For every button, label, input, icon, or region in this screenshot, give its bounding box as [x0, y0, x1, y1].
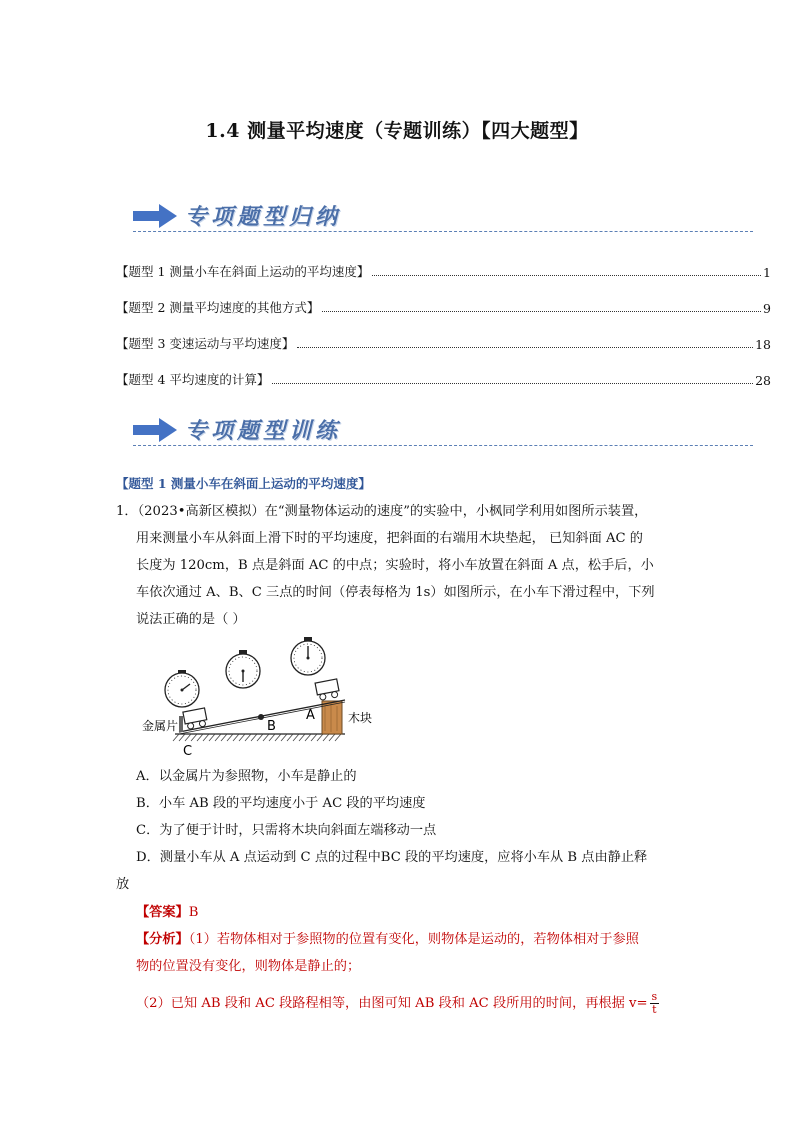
- toc-dot-leader: [322, 311, 761, 312]
- answer-tag: 【答案】: [136, 905, 189, 920]
- question-line: 说法正确的是（ ）: [136, 612, 246, 627]
- fraction-denominator: t: [652, 1003, 657, 1016]
- toc-item[interactable]: [116, 334, 771, 352]
- toc-dot-leader: [372, 275, 761, 276]
- question-line: 1．（2023•高新区模拟）在“测量物体运动的速度”的实验中，小枫同学利用如图所示装置，: [116, 504, 648, 519]
- toc-item-label: 【题型 4 平均速度的计算】: [116, 372, 270, 387]
- banner-divider: [133, 231, 753, 232]
- banner-induction: [133, 200, 753, 232]
- toc-item[interactable]: [116, 298, 771, 316]
- cart-at-c: [183, 708, 208, 730]
- label-wood-block: 木块: [348, 711, 373, 725]
- section-heading: 【题型 1 测量小车在斜面上运动的平均速度】: [116, 476, 371, 491]
- label-metal-plate: 金属片: [142, 719, 179, 733]
- banner-divider: [133, 445, 753, 446]
- banner-induction-text: 专项题型归纳: [185, 205, 342, 230]
- option-d: D．测量小车从 A 点运动到 C 点的过程中BC 段的平均速度，应将小车从 B 点由静止释: [136, 850, 648, 865]
- toc-item[interactable]: [116, 262, 771, 280]
- analysis-line: 物的位置没有变化，则物体是静止的；: [136, 959, 361, 974]
- option-a: A．以金属片为参照物，小车是静止的: [136, 769, 357, 784]
- option-c: C．为了便于计时，只需将木块向斜面左端移动一点: [136, 823, 437, 838]
- ground-hatch: [173, 734, 345, 741]
- toc-item[interactable]: [116, 370, 771, 388]
- metal-plate: [179, 716, 183, 732]
- toc-item-label: 【题型 1 测量小车在斜面上运动的平均速度】: [116, 264, 370, 279]
- arrow-right-icon: [133, 418, 177, 442]
- option-d-continuation: 放: [116, 877, 130, 892]
- option-b: B．小车 AB 段的平均速度小于 AC 段的平均速度: [136, 796, 426, 811]
- stopwatch-icon: [291, 637, 325, 675]
- stopwatch-icon: [226, 650, 260, 688]
- question-line: 车依次通过 A、B、C 三点的时间（停表每格为 1s）如图所示，在小车下滑过程中，下列: [136, 585, 655, 600]
- point-b-marker: [258, 714, 264, 720]
- label-point-c: C: [183, 744, 193, 759]
- toc-item-label: 【题型 3 变速运动与平均速度】: [116, 336, 295, 351]
- fraction-numerator: s: [651, 990, 658, 1003]
- stopwatch-icon: [165, 670, 199, 707]
- analysis-tag: 【分析】: [136, 932, 189, 947]
- answer-value: B: [188, 905, 199, 920]
- banner-training-text: 专项题型训练: [185, 419, 342, 444]
- formula-fraction: [650, 991, 660, 1016]
- banner-training: [133, 414, 753, 446]
- toc-item-page: 28: [755, 373, 771, 388]
- label-point-a: A: [306, 708, 315, 723]
- toc-item-label: 【题型 2 测量平均速度的其他方式】: [116, 300, 320, 315]
- analysis-text: （2）已知 AB 段和 AC 段路程相等，由图可知 AB 段和 AC 段所用的时间，再根据 v=: [136, 996, 648, 1011]
- label-point-b: B: [267, 719, 276, 734]
- page-title: 1.4 测量平均速度（专题训练）【四大题型】: [205, 120, 589, 142]
- arrow-right-icon: [133, 204, 177, 228]
- incline-experiment-figure: [135, 628, 385, 760]
- toc-dot-leader: [272, 383, 753, 384]
- question-line: 长度为 120cm，B 点是斜面 AC 的中点；实验时，将小车放置在斜面 A 点，松手后，小: [136, 558, 654, 573]
- analysis-line: [136, 990, 696, 1017]
- toc-item-page: 18: [755, 337, 771, 352]
- cart-at-a: [315, 679, 340, 701]
- analysis-text: （1）若物体相对于参照物的位置有变化，则物体是运动的，若物体相对于参照: [188, 932, 639, 947]
- question-line: 用来测量小车从斜面上滑下时的平均速度，把斜面的右端用木块垫起， 已知斜面 AC 的: [136, 531, 643, 546]
- toc-item-page: 9: [763, 301, 771, 316]
- toc-dot-leader: [297, 347, 753, 348]
- toc-item-page: 1: [763, 265, 771, 280]
- answer-line: [136, 899, 198, 926]
- analysis-line: [136, 926, 696, 953]
